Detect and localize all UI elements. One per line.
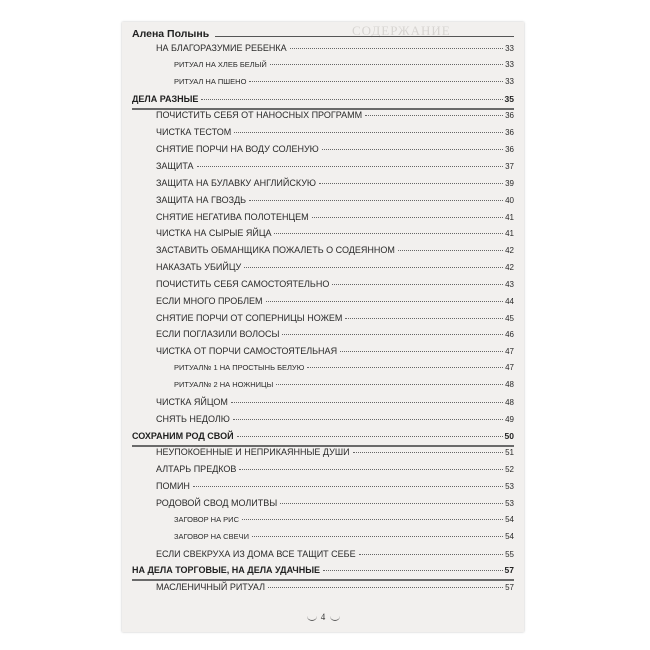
dot-leader <box>319 183 503 184</box>
toc-entry-page: 53 <box>505 498 514 508</box>
toc-entry[interactable] <box>156 481 514 491</box>
toc-entry-title: ЧИСТКА НА СЫРЫЕ ЯЙЦА <box>156 228 272 239</box>
toc-entry-page: 37 <box>505 161 514 171</box>
toc-entry-title: ЧИСТКА ЯЙЦОМ <box>156 396 228 407</box>
page-footer <box>122 612 524 622</box>
toc-entry-page: 36 <box>505 128 514 138</box>
toc-entry-page: 57 <box>504 565 514 576</box>
toc-entry-title: РИТУАЛ№ 2 НА НОЖНИЦЫ <box>174 380 274 389</box>
toc-entry-page: 48 <box>505 380 514 389</box>
toc-entry-page: 45 <box>505 313 514 323</box>
toc-entry-page: 33 <box>505 76 514 86</box>
toc-entry[interactable] <box>156 296 514 306</box>
toc-entry-title: НА ДЕЛА ТОРГОВЫЕ, НА ДЕЛА УДАЧНЫЕ <box>132 565 321 576</box>
dot-leader <box>332 284 503 285</box>
toc-entry-title: РОДОВОЙ СВОД МОЛИТВЫ <box>156 497 278 508</box>
toc-entry[interactable] <box>156 161 514 171</box>
section-rule <box>132 445 514 447</box>
toc-entry-page: 53 <box>505 482 514 492</box>
toc-entry[interactable] <box>156 346 514 356</box>
toc-entry-title: РИТУАЛ НА ПШЕНО <box>174 76 247 86</box>
toc-entry-page: 41 <box>505 212 514 222</box>
toc-entry-page: 42 <box>505 246 514 256</box>
toc-entry-page: 35 <box>504 93 514 104</box>
toc-subentry[interactable] <box>174 60 514 69</box>
dot-leader <box>282 334 503 335</box>
toc-entry-title: ЕСЛИ ПОГЛАЗИЛИ ВОЛОСЫ <box>156 329 280 340</box>
toc-entry-title: ПОЧИСТИТЬ СЕБЯ САМОСТОЯТЕЛЬНО <box>156 278 330 289</box>
toc-entry[interactable] <box>156 245 514 255</box>
toc-entry-title: ЗАЩИТА НА БУЛАВКУ АНГЛИЙСКУЮ <box>156 177 317 188</box>
toc-entry-page: 44 <box>505 296 514 306</box>
bleed-through-heading: СОДЕРЖАНИЕ <box>352 23 451 38</box>
dot-leader <box>312 217 503 218</box>
toc-subentry[interactable] <box>174 532 514 541</box>
dot-leader <box>249 81 503 82</box>
toc-entry-title: СНЯТИЕ НЕГАТИВА ПОЛОТЕНЦЕМ <box>156 211 309 222</box>
ornament-left-icon <box>307 614 317 621</box>
toc-entry-title: ЗАГОВОР НА СВЕЧИ <box>174 531 249 541</box>
toc-entry[interactable] <box>156 582 514 592</box>
toc-entry-page: 52 <box>505 465 514 475</box>
dot-leader <box>323 570 502 571</box>
toc-entry[interactable] <box>156 498 514 508</box>
dot-leader <box>231 402 503 403</box>
toc-entry-page: 42 <box>505 263 514 273</box>
toc-entry[interactable] <box>156 127 514 137</box>
toc-entry[interactable] <box>156 464 514 474</box>
dot-leader <box>201 99 502 100</box>
toc-entry-title: СОХРАНИМ РОД СВОЙ <box>132 430 234 441</box>
toc-entry-page: 54 <box>505 514 514 524</box>
toc-entry-title: ЕСЛИ МНОГО ПРОБЛЕМ <box>156 295 263 306</box>
toc-entry-page: 36 <box>505 111 514 121</box>
toc-entry-title: НЕУПОКОЕННЫЕ И НЕПРИКАЯННЫЕ ДУШИ <box>156 447 350 458</box>
toc-entry-title: АЛТАРЬ ПРЕДКОВ <box>156 464 237 475</box>
toc-entry-title: ЗАСТАВИТЬ ОБМАНЩИКА ПОЖАЛЕТЬ О СОДЕЯННОМ <box>156 245 395 256</box>
toc-subentry[interactable] <box>174 380 514 389</box>
dot-leader <box>266 301 504 302</box>
toc-entry[interactable] <box>156 110 514 120</box>
toc-entry-title: СНЯТЬ НЕДОЛЮ <box>156 413 230 424</box>
dot-leader <box>274 233 503 234</box>
toc-entry-page: 39 <box>505 178 514 188</box>
header-rule <box>212 36 514 37</box>
toc-entry-page: 41 <box>505 229 514 239</box>
toc-entry-title: ДЕЛА РАЗНЫЕ <box>132 93 199 104</box>
dot-leader <box>270 64 503 65</box>
toc-entry[interactable] <box>156 43 514 53</box>
toc-entry-title: ЗАЩИТА <box>156 160 194 171</box>
toc-entry[interactable] <box>156 447 514 457</box>
toc-entry-title: СНЯТИЕ ПОРЧИ ОТ СОПЕРНИЦЫ НОЖЕМ <box>156 312 343 323</box>
dot-leader <box>252 536 503 537</box>
toc-entry-title: ЧИСТКА ОТ ПОРЧИ САМОСТОЯТЕЛЬНАЯ <box>156 346 338 357</box>
toc-entry-page: 57 <box>505 583 514 593</box>
toc-entry[interactable] <box>156 228 514 238</box>
book-page <box>122 22 524 632</box>
toc-entry[interactable] <box>156 262 514 272</box>
dot-leader <box>280 503 503 504</box>
toc-entry-page: 50 <box>504 430 514 441</box>
toc-entry[interactable] <box>156 329 514 339</box>
dot-leader <box>345 318 503 319</box>
dot-leader <box>249 200 503 201</box>
toc-entry-page: 33 <box>505 44 514 53</box>
toc-entry-page: 51 <box>505 448 514 458</box>
toc-entry-title: НАКАЗАТЬ УБИЙЦУ <box>156 262 242 273</box>
toc-entry-title: ПОМИН <box>156 481 190 492</box>
toc-subentry[interactable] <box>174 363 514 372</box>
ornament-right-icon <box>330 614 340 621</box>
dot-leader <box>239 469 503 470</box>
toc-entry-page: 48 <box>505 397 514 407</box>
toc-entry-page: 47 <box>505 347 514 357</box>
dot-leader <box>233 419 503 420</box>
toc-entry[interactable] <box>156 178 514 188</box>
dot-leader <box>340 351 503 352</box>
toc-entry-page: 33 <box>505 59 514 69</box>
dot-leader <box>365 115 503 116</box>
toc-entry-title: РИТУАЛ НА ХЛЕБ БЕЛЫЙ <box>174 59 267 69</box>
toc-entry[interactable] <box>156 549 514 559</box>
dot-leader <box>322 149 503 150</box>
dot-leader <box>398 250 503 251</box>
toc-entry-page: 40 <box>505 195 514 205</box>
toc-entry-title: ЗАЩИТА НА ГВОЗДЬ <box>156 194 247 205</box>
toc-entry-page: 43 <box>505 279 514 289</box>
toc-entry-title: СНЯТИЕ ПОРЧИ НА ВОДУ СОЛЕНУЮ <box>156 144 319 155</box>
toc-entry-title: ЧИСТКА ТЕСТОМ <box>156 127 232 138</box>
toc-entry-page: 55 <box>505 549 514 559</box>
section-rule <box>132 108 514 110</box>
toc-entry[interactable] <box>156 144 514 154</box>
toc-entry[interactable] <box>156 195 514 205</box>
dot-leader <box>353 452 504 453</box>
toc-entry-title: ПОЧИСТИТЬ СЕБЯ ОТ НАНОСНЫХ ПРОГРАММ <box>156 110 363 121</box>
toc-entry-title: ЕСЛИ СВЕКРУХА ИЗ ДОМА ВСЕ ТАЩИТ СЕБЕ <box>156 548 356 559</box>
toc-entry[interactable] <box>156 279 514 289</box>
dot-leader <box>242 519 503 520</box>
toc-section[interactable] <box>132 565 514 575</box>
toc-entry-title: МАСЛЕНИЧНЫЙ РИТУАЛ <box>156 582 266 593</box>
toc-subentry[interactable] <box>174 77 514 86</box>
toc-section[interactable] <box>132 431 514 441</box>
toc-entry-page: 36 <box>505 145 514 155</box>
dot-leader <box>276 384 503 385</box>
page-number: 4 <box>320 612 326 622</box>
toc-entry-title: РИТУАЛ№ 1 НА ПРОСТЫНЬ БЕЛУЮ <box>174 363 305 373</box>
dot-leader <box>244 267 503 268</box>
toc-subentry[interactable] <box>174 515 514 524</box>
dot-leader <box>268 587 503 588</box>
toc-entry-page: 49 <box>505 414 514 424</box>
toc-entry[interactable] <box>156 212 514 222</box>
toc-entry-page: 47 <box>505 363 514 373</box>
toc-section[interactable] <box>132 94 514 104</box>
dot-leader <box>307 367 503 368</box>
dot-leader <box>234 132 503 133</box>
dot-leader <box>290 48 503 49</box>
toc-entry[interactable] <box>156 313 514 323</box>
dot-leader <box>193 486 503 487</box>
toc-entry-title: ЗАГОВОР НА РИС <box>174 514 239 524</box>
toc-entry-title: НА БЛАГОРАЗУМИЕ РЕБЕНКА <box>156 43 287 53</box>
toc-entry-page: 54 <box>505 531 514 541</box>
toc-entry[interactable] <box>156 414 514 424</box>
dot-leader <box>359 554 504 555</box>
author-name: Алена Полынь <box>132 28 215 40</box>
toc-entry-page: 46 <box>505 330 514 340</box>
toc-entry[interactable] <box>156 397 514 407</box>
dot-leader <box>237 436 503 437</box>
dot-leader <box>197 166 504 167</box>
